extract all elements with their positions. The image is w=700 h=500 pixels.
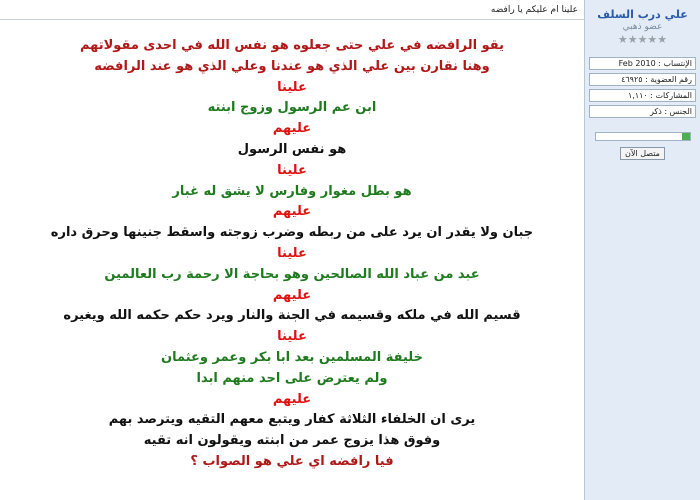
- user-sidebar: [584, 0, 700, 500]
- post-line: هو نفس الرسول: [237, 141, 347, 157]
- post-line: عبد من عباد الله الصالحين وهو بحاجة الا رحمة رب العالمين: [104, 266, 480, 282]
- post-line: عليهم: [272, 391, 312, 407]
- post-line: عليهم: [272, 204, 312, 220]
- post-line: قسيم الله في ملكه وقسيمه في الجنة والنار ويرد حكم حكمه الله ويغيره: [63, 308, 521, 324]
- user-info-box: [589, 57, 696, 118]
- post-line: عليهم: [272, 121, 312, 137]
- info-join-date: الإنتساب : Feb 2010: [589, 57, 696, 70]
- post-line: يقو الرافضه في علي حتى جعلوه هو نفس الله في احدى مقولاتهم: [79, 38, 505, 53]
- post-line: ابن عم الرسول وزوج ابنته: [207, 100, 377, 116]
- rank-stars-icon: ★★★★★: [617, 33, 668, 46]
- post-title: علينا ام عليكم يا رافضه: [490, 5, 578, 15]
- post-line: خليفة المسلمين بعد ابا بكر وعمر وعثمان: [161, 349, 423, 365]
- info-post-count: المشاركات : ١,١١٠: [589, 89, 696, 102]
- post-line: يرى ان الخلفاء الثلاثة كفار ويتبع معهم التقيه ويترصد بهم: [108, 412, 476, 428]
- post-line: ولم يعترض على احد منهم ابدا: [196, 370, 388, 386]
- info-gender: الجنس : ذكر: [589, 105, 696, 118]
- reputation-fill: [682, 133, 690, 140]
- post-line: وهنا نقارن بين علي الذي هو عندنا وعلي الذي هو عند الرافضه: [94, 58, 490, 74]
- post-line: وفوق هذا يزوج عمر من ابنته ويقولون انه تقيه: [143, 433, 441, 449]
- username-link[interactable]: علي درب السلف: [597, 8, 688, 21]
- post-line: جبان ولا يقدر ان يرد على من ربطه وضرب زوجته واسقط جنينها وحرق داره: [50, 225, 534, 241]
- reputation-bar: [595, 132, 691, 141]
- post-body: [0, 36, 584, 473]
- post-line: علينا: [277, 79, 307, 95]
- post-header: [0, 0, 584, 20]
- post-line: علينا: [277, 245, 307, 261]
- post-line: فيا رافضه اي علي هو الصواب ؟: [190, 453, 394, 469]
- post-line: علينا: [277, 162, 307, 178]
- post-line: هو بطل مغوار وفارس لا يشق له غبار: [172, 183, 412, 199]
- info-member-id: رقم العضوية : ٤٦٩٢٥: [589, 73, 696, 86]
- user-title: عضو ذهبي: [622, 22, 663, 32]
- online-status-button[interactable]: متصل الآن: [620, 147, 665, 160]
- post-line: علينا: [277, 329, 307, 345]
- post-line: عليهم: [272, 287, 312, 303]
